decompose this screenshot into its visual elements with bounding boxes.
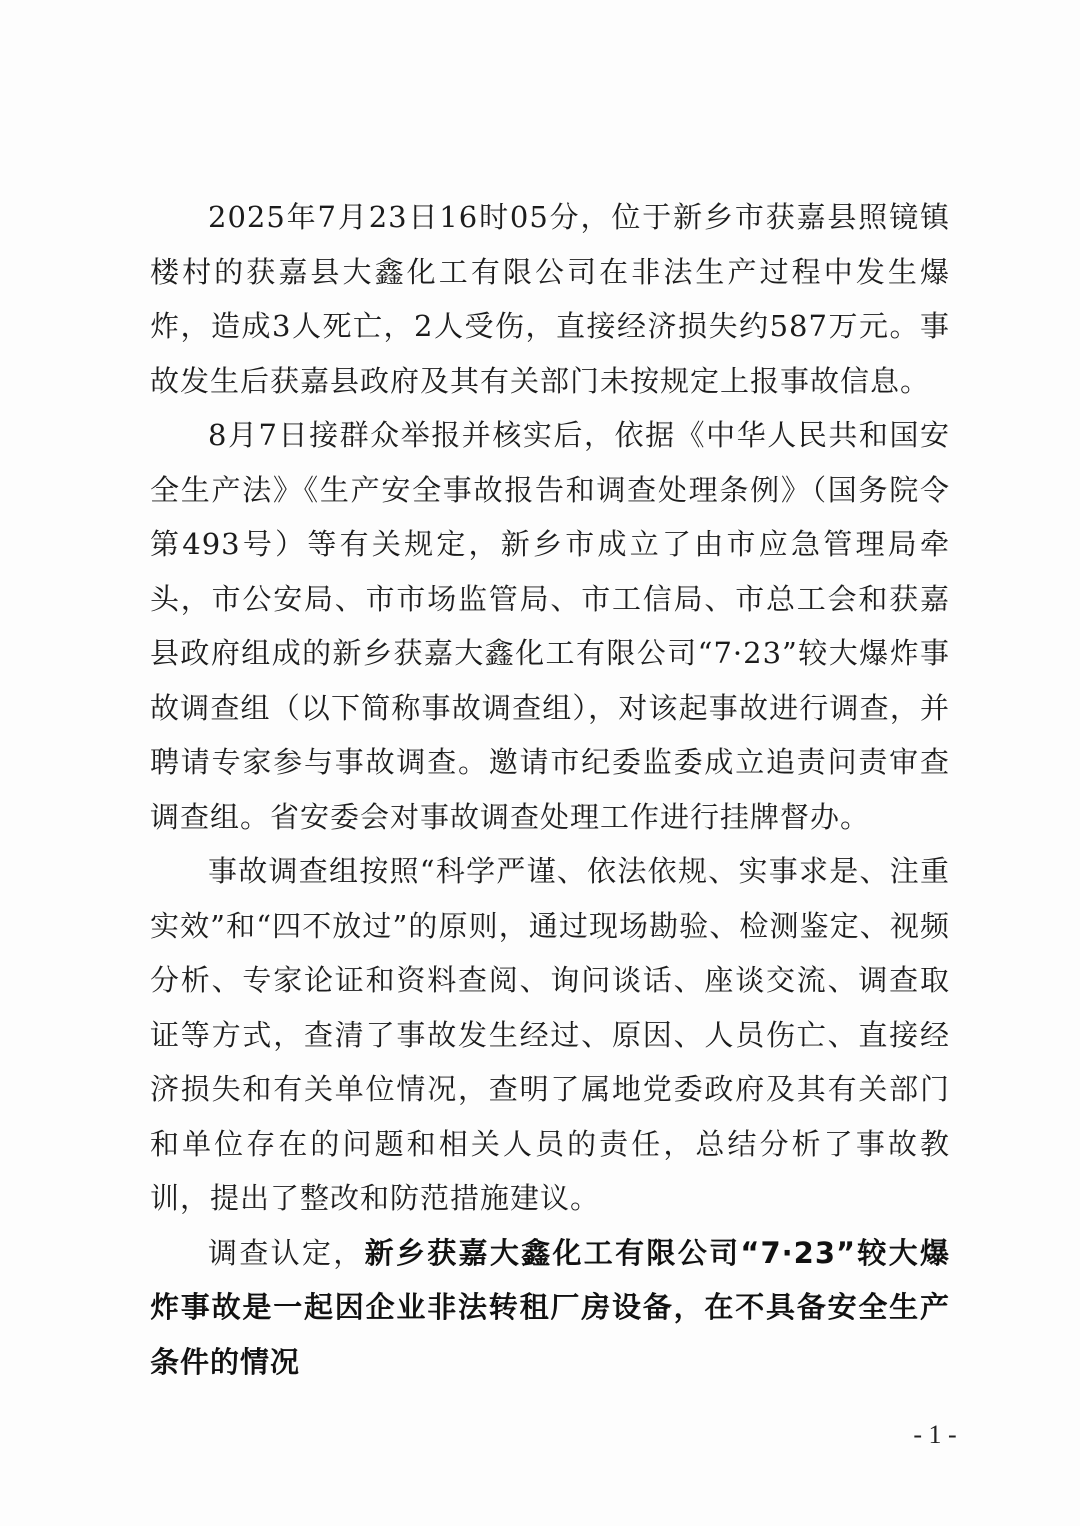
document-body [150, 190, 950, 1389]
finding-bold-text: 新乡获嘉大鑫化工有限公司“7·23”较大爆炸事故是一起因企业非法转租厂房设备，在不具备安全生产条件的情况 [150, 1235, 950, 1379]
paragraph-investigation-method: 事故调查组按照“科学严谨、依法依规、实事求是、注重实效”和“四不放过”的原则，通过现场勘验、检测鉴定、视频分析、专家论证和资料查阅、询问谈话、座谈交流、调查取证等方式，查清了事故发生经过、原因、人员伤亡、直接经济损失和有关单位情况，查明了属地党委政府及其有关部门和单位存在的问题和相关人员的责任，总结分析了事故教训，提出了整改和防范措施建议。 [150, 854, 950, 1215]
page-number: - 1 - [913, 1420, 957, 1449]
paragraph-investigation-finding [150, 1226, 950, 1390]
paragraph-accident-summary: 2025年7月23日16时05分，位于新乡市获嘉县照镜镇楼村的获嘉县大鑫化工有限公司在非法生产过程中发生爆炸，造成3人死亡，2人受伤，直接经济损失约587万元。事故发生后获嘉县政府及其有关部门未按规定上报事故信息。 [150, 200, 950, 398]
finding-lead-text: 调查认定， [208, 1235, 365, 1270]
paragraph-investigation-setup: 8月7日接群众举报并核实后，依据《中华人民共和国安全生产法》《生产安全事故报告和调查处理条例》（国务院令第493号）等有关规定，新乡市成立了由市应急管理局牵头，市公安局、市市场监管局、市工信局、市总工会和获嘉县政府组成的新乡获嘉大鑫化工有限公司“7·23”较大爆炸事故调查组（以下简称事故调查组），对该起事故进行调查，并聘请专家参与事故调查。邀请市纪委监委成立追责问责审查调查组。省安委会对事故调查处理工作进行挂牌督办。 [150, 418, 950, 834]
